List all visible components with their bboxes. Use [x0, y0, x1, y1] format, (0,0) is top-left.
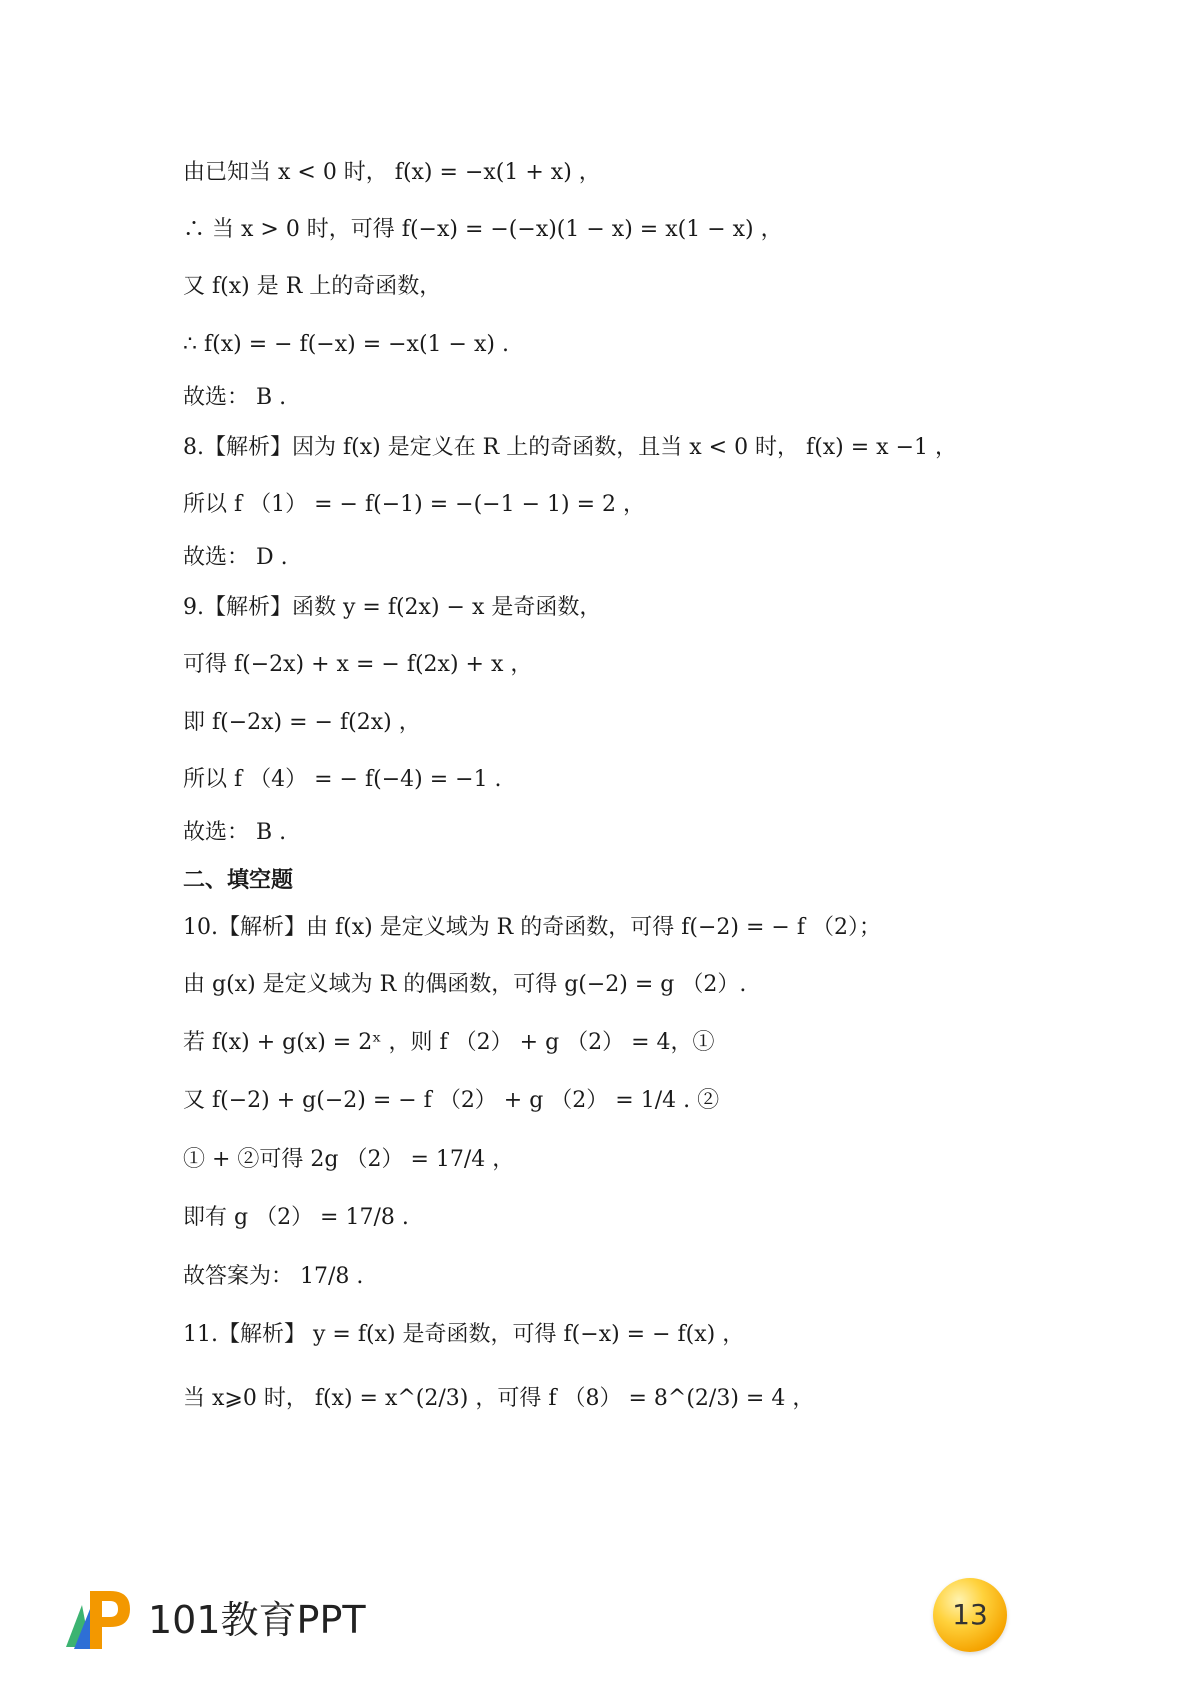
text-line: ∴ 当 x > 0 时，可得 f(−x) = −(−x)(1 − x) = x(1 − x) ，	[183, 217, 783, 242]
text-line: 10.【解析】由 f(x) 是定义域为 R 的奇函数，可得 f(−2) = − f （2）；	[183, 915, 881, 940]
page-number-badge	[933, 1578, 1007, 1652]
text-line: 11.【解析】 y = f(x) 是奇函数，可得 f(−x) = − f(x) ，	[183, 1322, 745, 1347]
text-line: 故选： B .	[183, 820, 287, 845]
text-line: 所以 f （1） = − f(−1) = −(−1 − 1) = 2 ，	[183, 492, 645, 517]
text-line: 可得 f(−2x) + x = − f(2x) + x ，	[183, 652, 533, 677]
text-line: 故选： B .	[183, 385, 287, 410]
text-line: 若 f(x) + g(x) = 2ˣ ，则 f （2） + g （2） = 4，①	[183, 1030, 715, 1055]
text-line: 即有 g （2） = 17/8 .	[183, 1205, 409, 1230]
text-line: 9.【解析】函数 y = f(2x) − x 是奇函数，	[183, 595, 602, 620]
page-number: 13	[952, 1598, 988, 1631]
logo-p-icon	[60, 1585, 134, 1655]
text-line: 又 f(−2) + g(−2) = − f （2） + g （2） = 1/4 . ②	[183, 1088, 720, 1113]
text-line: 所以 f （4） = − f(−4) = −1 .	[183, 767, 502, 792]
logo-text: 101教育PPT	[148, 1598, 366, 1642]
text-line: 当 x⩾0 时， f(x) = x^(2/3) ，可得 f （8） = 8^(2/3) = 4 ，	[183, 1386, 815, 1411]
text-line: 即 f(−2x) = − f(2x) ，	[183, 710, 421, 735]
text-line: 又 f(x) 是 R 上的奇函数，	[183, 274, 442, 299]
section-heading: 二、填空题	[183, 868, 294, 893]
text-line: 由 g(x) 是定义域为 R 的偶函数，可得 g(−2) = g （2）.	[183, 972, 747, 997]
text-line: 由已知当 x < 0 时， f(x) = −x(1 + x) ，	[183, 160, 601, 185]
text-line: ∴ f(x) = − f(−x) = −x(1 − x) .	[183, 332, 509, 357]
brand-logo	[60, 1585, 380, 1655]
text-line: 故答案为： 17/8 .	[183, 1264, 364, 1289]
text-line: 8.【解析】因为 f(x) 是定义在 R 上的奇函数，且当 x < 0 时， f(x) = x −1 ，	[183, 435, 958, 460]
text-line: 故选： D .	[183, 545, 288, 570]
text-line: ① + ②可得 2g （2） = 17/4 ，	[183, 1147, 515, 1172]
